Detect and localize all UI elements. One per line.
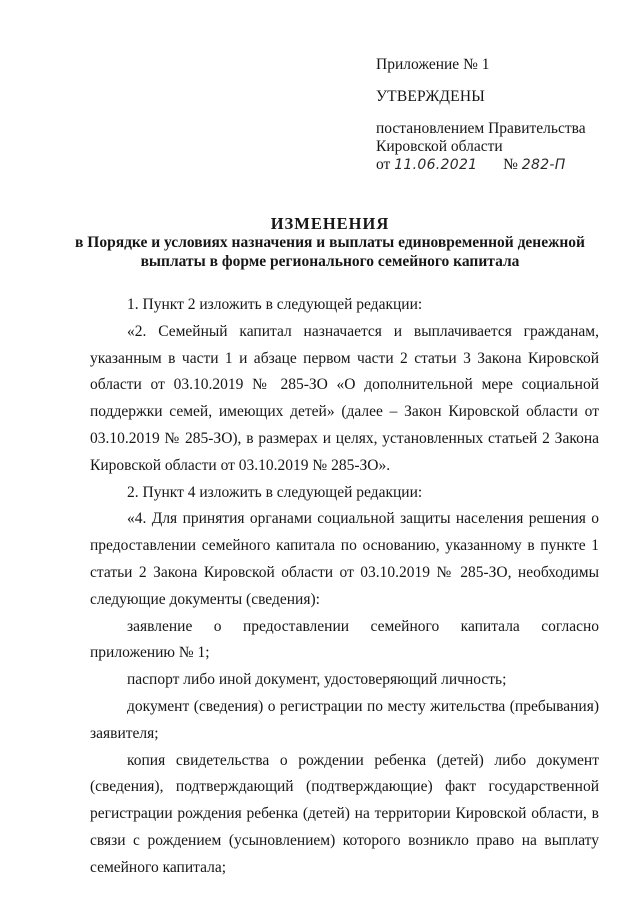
approval-stamp — [376, 56, 626, 174]
paragraph-item-1: 1. Пункт 2 изложить в следующей редакции: — [127, 296, 423, 313]
paragraph-item-4: «4. Для принятия органами социальной защиты населения решения о предоставлении семейного капитала по основанию, указанному в пункте 1 статьи 2 Закона Кировской области от 03.10.2019 № 285-ЗО, необходимы следующие документы (сведения): — [90, 510, 599, 608]
title-line-2: выплаты в форме регионального семейного капитала — [140, 253, 520, 270]
handwritten-date: 11.06.2021 — [394, 157, 478, 173]
appendix-label: Приложение № 1 — [376, 56, 490, 73]
paragraph-item-3: 2. Пункт 4 изложить в следующей редакции: — [127, 483, 423, 501]
date-prefix: от — [376, 156, 391, 173]
paragraph-item-5: заявление о предоставлении семейного капитала согласно приложению № 1; — [90, 617, 599, 662]
title-line-1: в Порядке и условиях назначения и выплаты единовременной денежной — [75, 234, 585, 251]
approved-by-line-2: Кировской области — [376, 138, 503, 155]
approved-label: УТВЕРЖДЕНЫ — [376, 88, 485, 105]
handwritten-number: 282-П — [521, 157, 566, 173]
resolution-date-number — [376, 156, 626, 174]
document-title — [60, 214, 600, 271]
paragraph-item-2: «2. Семейный капитал назначается и выплачивается гражданам, указанным в части 1 и абзаце первом части 2 статьи 3 Закона Кировской области от 03.10.2019 № 285-ЗО «О дополнительной мере социальной поддержки семей, имеющих детей» (далее – Закон Кировской области от 03.10.2019 № 285-ЗО), в размерах и целях, установленных статьей 2 Закона Кировской области от 03.10.2019 № 285-ЗО». — [90, 322, 599, 474]
paragraph-item-6: паспорт либо иной документ, удостоверяющий личность; — [127, 671, 507, 689]
paragraph-item-7: документ (сведения) о регистрации по месту жительства (пребывания) заявителя; — [90, 697, 599, 742]
number-prefix: № — [503, 156, 518, 173]
document-body — [90, 292, 599, 882]
paragraph-item-8: копия свидетельства о рождении ребенка (детей) либо документ (сведения), подтверждающий (подтверждающие) факт государственной регистрации рождения ребенка (детей) на территории Кировской области, в связи с рождением (усыновлением) которого возникло право на выплату семейного капитала; — [90, 751, 599, 876]
title-heading: ИЗМЕНЕНИЯ — [270, 214, 390, 233]
approved-by-line-1: постановлением Правительства — [376, 120, 586, 137]
